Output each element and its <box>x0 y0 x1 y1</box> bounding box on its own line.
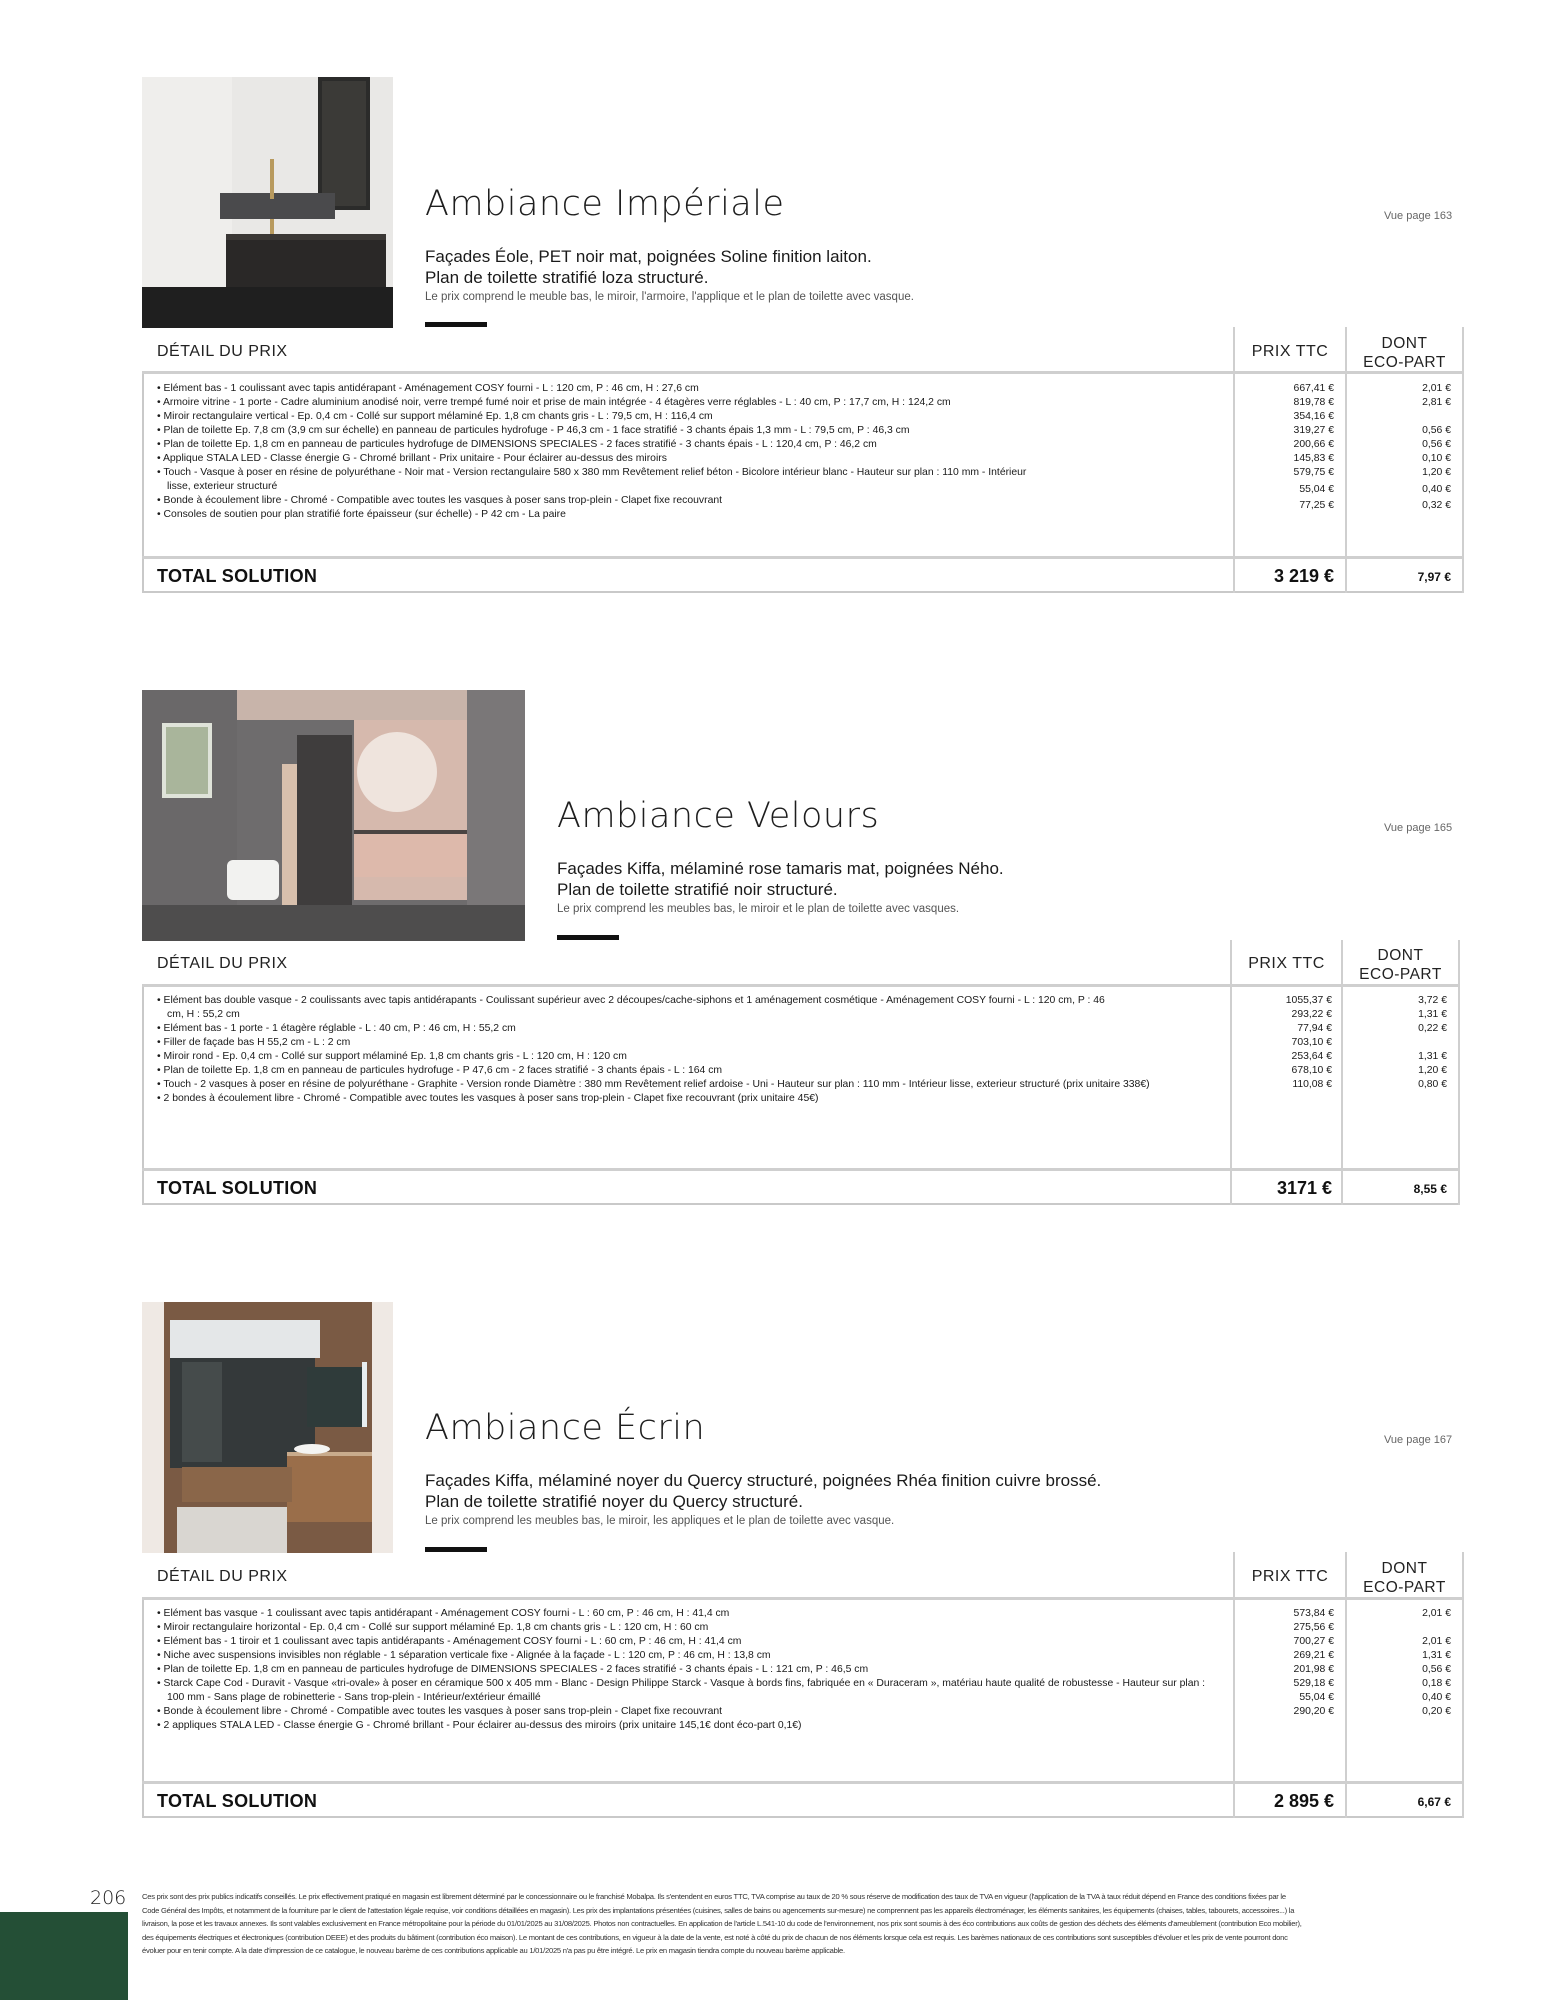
item-eco-part: 1,31 € <box>1418 1009 1447 1020</box>
price-column <box>1235 382 1334 513</box>
list-item: • 2 appliques STALA LED - Classe énergie G - Chromé brillant - Pour éclairer au-dessus des miroirs (prix unitaire 145,1€ dont éco-part 0,1€) <box>157 1719 1187 1733</box>
total-divider <box>142 556 1464 559</box>
total-price: 2 895 € <box>1273 1791 1334 1811</box>
legal-line: Ces prix sont des prix publics indicatifs conseillés. Le prix effectivement pratiqué en magasin est librement déterminé par le concessionnaire ou le franchisé Mobalpa. Ils s'entendent en euros TTC, TVA comprise au taux de 20 % sous réserve de modification des taux de TVA en vigueur (l'application de la TVA à taux réduit dépend en France des conditions fixées par le <box>142 1892 1286 1901</box>
header-eco-line1: DONT <box>1381 335 1428 352</box>
list-item: • Elément bas vasque - 1 coulissant avec tapis antidérapant - Aménagement COSY fourni - L : 60 cm, P : 46 cm, H : 41,4 cm <box>157 1607 1187 1621</box>
footer-accent-block <box>0 1912 128 2000</box>
item-list <box>157 1607 1206 1733</box>
item-eco-part: 0,56 € <box>1422 439 1451 450</box>
item-price: 55,04 € <box>1299 1692 1334 1703</box>
ambiance-title: Ambiance Velours <box>557 796 880 836</box>
vue-page-link[interactable]: Vue page 165 <box>1384 822 1453 834</box>
item-eco-part: 2,01 € <box>1422 383 1451 394</box>
ambiance-price-note: Le prix comprend les meubles bas, le miroir et le plan de toilette avec vasques. <box>557 903 960 915</box>
item-eco-part: 0,20 € <box>1422 1706 1451 1717</box>
eco-part-column <box>1347 1607 1451 1719</box>
vue-page-link[interactable]: Vue page 163 <box>1384 210 1453 222</box>
item-price: 145,83 € <box>1293 453 1334 464</box>
total-eco-part: 8,55 € <box>1413 1182 1447 1196</box>
ambiance-title: Ambiance Impériale <box>425 184 785 224</box>
list-item: • Bonde à écoulement libre - Chromé - Compatible avec toutes les vasques à poser sans trop-plein - Clapet fixe recouvrant <box>157 1705 1187 1719</box>
item-price: 110,08 € <box>1292 1079 1332 1090</box>
ambiance-imperiale-photo <box>142 77 393 328</box>
list-item: • Plan de toilette Ep. 1,8 cm en panneau de particules hydrofuge de DIMENSIONS SPECIALES - 2 faces stratifié - 3 chants épais - L : 121 cm, P : 46,5 cm <box>157 1663 1187 1677</box>
item-price: 573,84 € <box>1293 1608 1334 1619</box>
header-eco-line2: ECO-PART <box>1359 966 1442 983</box>
item-list <box>157 382 1177 522</box>
ambiance-description-line1: Façades Éole, PET noir mat, poignées Soline finition laiton. <box>425 247 872 266</box>
item-price: 579,75 € <box>1293 467 1334 478</box>
list-item: • Plan de toilette Ep. 1,8 cm en panneau de particules hydrofuge - P 47,6 cm - 2 faces stratifié - 3 chants épais - L : 164 cm <box>157 1064 1187 1078</box>
item-price: 700,27 € <box>1293 1636 1334 1647</box>
list-item: • Elément bas - 1 porte - 1 étagère réglable - L : 40 cm, P : 46 cm, H : 55,2 cm <box>157 1022 1187 1036</box>
header-eco-part <box>1347 334 1462 372</box>
item-price: 275,56 € <box>1293 1622 1334 1633</box>
item-price: 200,66 € <box>1293 439 1334 450</box>
ambiance-description-line2: Plan de toilette stratifié noyer du Quercy structuré. <box>425 1492 803 1511</box>
item-price: 293,22 € <box>1291 1009 1332 1020</box>
item-price: 77,94 € <box>1297 1023 1332 1034</box>
ambiance-price-note: Le prix comprend le meuble bas, le miroir, l'armoire, l'applique et le plan de toilette avec vasque. <box>425 291 914 303</box>
item-eco-part: 1,20 € <box>1418 1065 1447 1076</box>
total-solution-label: TOTAL SOLUTION <box>157 1791 318 1811</box>
item-eco-part: 0,32 € <box>1422 500 1451 511</box>
list-item: • Miroir rectangulaire horizontal - Ep. 0,4 cm - Collé sur support mélaminé Ep. 1,8 cm chants gris - L : 120 cm, H : 60 cm <box>157 1621 1187 1635</box>
item-price: 290,20 € <box>1293 1706 1334 1717</box>
ambiance-description-line1: Façades Kiffa, mélaminé noyer du Quercy structuré, poignées Rhéa finition cuivre brossé. <box>425 1471 1102 1490</box>
list-item: • Starck Cape Cod - Duravit - Vasque «tri-ovale» à poser en céramique 500 x 405 mm - Blanc - Design Philippe Starck - Vasque à bords fins, fabriquée en « Duraceram », matériau haute qualité de robustesse - Hauteur sur plan : 100 mm - Sans plage de robinetterie - Sans trop-plein - Intérieur/extérieur émaillé <box>157 1677 1207 1705</box>
list-item: • 2 bondes à écoulement libre - Chromé - Compatible avec toutes les vasques à poser sans trop-plein - Clapet fixe recouvrant (prix unitaire 45€) <box>157 1092 1187 1106</box>
total-price: 3171 € <box>1276 1178 1332 1198</box>
item-eco-part: 3,72 € <box>1418 995 1447 1006</box>
total-solution-label: TOTAL SOLUTION <box>157 566 318 586</box>
item-price: 667,41 € <box>1293 383 1334 394</box>
list-item: • Plan de toilette Ep. 1,8 cm en panneau de particules hydrofuge de DIMENSIONS SPECIALES - 2 faces stratifié - 3 chants épais - L : 120,4 cm, P : 46,2 cm <box>157 438 1177 452</box>
item-price: 1055,37 € <box>1285 995 1332 1006</box>
item-list <box>157 994 1187 1106</box>
item-price: 55,04 € <box>1299 484 1334 495</box>
list-item: • Consoles de soutien pour plan stratifié forte épaisseur (sur échelle) - P 42 cm - La paire <box>157 508 1177 522</box>
accent-rule <box>425 322 487 327</box>
header-price: PRIX TTC <box>1251 1568 1329 1585</box>
accent-rule <box>425 1547 487 1552</box>
ambiance-description-line1: Façades Kiffa, mélaminé rose tamaris mat, poignées Ného. <box>557 859 1004 878</box>
column-divider <box>1462 327 1464 593</box>
eco-part-column <box>1347 382 1451 513</box>
list-item: • Plan de toilette Ep. 7,8 cm (3,9 cm sur échelle) en panneau de particules hydrofuge - P 46,3 cm - 1 face stratifié - 3 chants épais 1,3 mm - L : 79,5 cm, P : 46,3 cm <box>157 424 1177 438</box>
legal-line: des équipements électriques et électroniques (contribution DEEE) et des produits du bâtiment (contribution éco maison). Le montant de ces contributions, en vigueur à la date de la vente, est noté à côté du prix de chacun de nos éléments lorsque cela est requis. Les barèmes nationaux de ces contributions sont susceptibles d'évoluer et les prix de vente pourront donc <box>142 1932 1288 1942</box>
header-price: PRIX TTC <box>1248 955 1325 972</box>
legal-line: Code Général des Impôts, et notamment de la fourniture par le client de l'attestation légale requise, voir conditions détaillées en magasin). Les prix des implantations présentées (cuisines, salles de bains ou agencements sur-mesure) ne comprennent pas les appareils électroménager, les éléments sanitaires, les équipements (chaises, tables, tabourets, accessoires...) la <box>142 1905 1295 1915</box>
item-eco-part: 2,01 € <box>1422 1608 1451 1619</box>
total-price: 3 219 € <box>1273 566 1334 586</box>
total-eco-part: 6,67 € <box>1417 1795 1451 1809</box>
item-price: 77,25 € <box>1299 500 1334 511</box>
list-item: • Elément bas - 1 coulissant avec tapis antidérapant - Aménagement COSY fourni - L : 120 cm, P : 46 cm, H : 27,6 cm <box>157 382 1177 396</box>
price-column <box>1235 1607 1334 1719</box>
header-divider <box>142 1597 1464 1600</box>
header-eco-line1: DONT <box>1377 947 1424 964</box>
header-detail: DÉTAIL DU PRIX <box>157 343 288 360</box>
item-price: 529,18 € <box>1293 1678 1334 1689</box>
item-eco-part: 2,81 € <box>1422 397 1451 408</box>
total-eco-part: 7,97 € <box>1417 570 1451 584</box>
item-eco-part: 0,80 € <box>1418 1079 1447 1090</box>
list-item: • Applique STALA LED - Classe énergie G - Chromé brillant - Prix unitaire - Pour éclairer au-dessus des miroirs <box>157 452 1177 466</box>
header-price: PRIX TTC <box>1251 343 1329 360</box>
ambiance-price-note: Le prix comprend les meubles bas, le miroir, les appliques et le plan de toilette avec vasque. <box>425 1515 895 1527</box>
item-eco-part: 0,40 € <box>1422 1692 1451 1703</box>
item-price: 319,27 € <box>1293 425 1334 436</box>
list-item: • Elément bas double vasque - 2 coulissants avec tapis antidérapants - Coulissant supérieur avec 2 découpes/cache-siphons et 1 aménagement cosmétique - Aménagement COSY fourni - L : 120 cm, P : 46 cm, H : 55,2 cm <box>157 994 1117 1022</box>
header-detail: DÉTAIL DU PRIX <box>157 955 288 972</box>
item-eco-part: 0,22 € <box>1418 1023 1447 1034</box>
list-item: • Filler de façade bas H 55,2 cm - L : 2 cm <box>157 1036 1187 1050</box>
item-eco-part <box>1347 1621 1451 1635</box>
header-eco-part <box>1343 946 1458 984</box>
item-eco-part: 0,40 € <box>1422 484 1451 495</box>
ambiance-description-line2: Plan de toilette stratifié loza structuré. <box>425 268 709 287</box>
item-eco-part <box>1343 1036 1447 1050</box>
list-item: • Niche avec suspensions invisibles non réglable - 1 séparation verticale fixe - Alignée à la façade - L : 120 cm, P : 46 cm, H : 13,8 cm <box>157 1649 1187 1663</box>
accent-rule <box>557 935 619 940</box>
header-eco-line1: DONT <box>1381 1560 1428 1577</box>
list-item: • Armoire vitrine - 1 porte - Cadre aluminium anodisé noir, verre trempé fumé noir et prise de main intégrée - 4 étagères verre réglables - L : 40 cm, P : 17,7 cm, H : 124,2 cm <box>157 396 1177 410</box>
item-eco-part: 0,56 € <box>1422 1664 1451 1675</box>
item-eco-part: 1,31 € <box>1418 1051 1447 1062</box>
item-price: 703,10 € <box>1291 1037 1332 1048</box>
column-divider <box>1458 940 1460 1205</box>
item-price: 253,64 € <box>1291 1051 1332 1062</box>
list-item: • Touch - Vasque à poser en résine de polyuréthane - Noir mat - Version rectangulaire 580 x 380 mm Revêtement relief béton - Bicolore intérieur blanc - Hauteur sur plan : 110 mm - Intérieur lisse, exterieur structuré <box>157 466 1037 494</box>
ambiance-title: Ambiance Écrin <box>425 1408 706 1448</box>
vue-page-link[interactable]: Vue page 167 <box>1384 1434 1453 1446</box>
list-item: • Miroir rond - Ep. 0,4 cm - Collé sur support mélaminé Ep. 1,8 cm chants gris - L : 120 cm, H : 120 cm <box>157 1050 1187 1064</box>
total-divider <box>142 1781 1464 1784</box>
item-eco-part: 1,31 € <box>1422 1650 1451 1661</box>
item-price: 201,98 € <box>1293 1664 1334 1675</box>
header-divider <box>142 371 1464 374</box>
item-eco-part: 0,56 € <box>1422 425 1451 436</box>
item-eco-part: 1,20 € <box>1422 467 1451 478</box>
price-column <box>1232 994 1332 1092</box>
eco-part-column <box>1343 994 1447 1092</box>
header-eco-part <box>1347 1559 1462 1597</box>
total-divider <box>142 1168 1460 1171</box>
item-price: 678,10 € <box>1291 1065 1332 1076</box>
legal-line: livraison, la pose et les travaux annexes. Ils sont valables exclusivement en France métropolitaine pour la période du 01/01/2025 au 31/08/2025. Photos non contractuelles. En application de l'article L.541-10 du code de l'environnement, nos prix sont soumis à des éco contributions aux coûts de gestion des déchets des éléments d'ameublement (contribution Eco mobilier), <box>142 1919 1302 1929</box>
item-eco-part: 0,18 € <box>1422 1678 1451 1689</box>
item-price: 819,78 € <box>1293 397 1334 408</box>
total-solution-label: TOTAL SOLUTION <box>157 1178 318 1198</box>
ambiance-velours-photo <box>142 690 525 941</box>
page-number: 206 <box>90 1887 127 1909</box>
list-item: • Miroir rectangulaire vertical - Ep. 0,4 cm - Collé sur support mélaminé Ep. 1,8 cm chants gris - L : 79,5 cm, H : 116,4 cm <box>157 410 1177 424</box>
header-eco-line2: ECO-PART <box>1363 1579 1446 1596</box>
item-eco-part: 0,10 € <box>1422 453 1451 464</box>
item-eco-part <box>1347 410 1451 424</box>
item-price: 269,21 € <box>1293 1650 1334 1661</box>
legal-disclaimer <box>142 1890 1452 1958</box>
header-eco-line2: ECO-PART <box>1363 354 1446 371</box>
ambiance-ecrin-photo <box>142 1302 393 1553</box>
list-item: • Elément bas - 1 tiroir et 1 coulissant avec tapis antidérapants - Aménagement COSY fourni - L : 60 cm, P : 46 cm, H : 41,4 cm <box>157 1635 1187 1649</box>
ambiance-description-line2: Plan de toilette stratifié noir structuré. <box>557 880 838 899</box>
header-detail: DÉTAIL DU PRIX <box>157 1568 288 1585</box>
column-divider <box>1462 1552 1464 1818</box>
item-price: 354,16 € <box>1293 411 1334 422</box>
item-eco-part: 2,01 € <box>1422 1636 1451 1647</box>
list-item: • Bonde à écoulement libre - Chromé - Compatible avec toutes les vasques à poser sans trop-plein - Clapet fixe recouvrant <box>157 494 1177 508</box>
legal-line: évoluer pour en tenir compte. A la date d'impression de ce catalogue, le nouveau barème de ces contributions applicable au 1/01/2025 n'a pas pu être intégré. Le prix en magasin tiendra compte du nouveau barème applicable. <box>142 1946 845 1956</box>
header-divider <box>142 984 1460 987</box>
list-item: • Touch - 2 vasques à poser en résine de polyuréthane - Graphite - Version ronde Diamètre : 380 mm Revêtement relief ardoise - Uni - Hauteur sur plan : 110 mm - Intérieur lisse, exterieur structuré (prix unitaire 338€) <box>157 1078 1197 1092</box>
